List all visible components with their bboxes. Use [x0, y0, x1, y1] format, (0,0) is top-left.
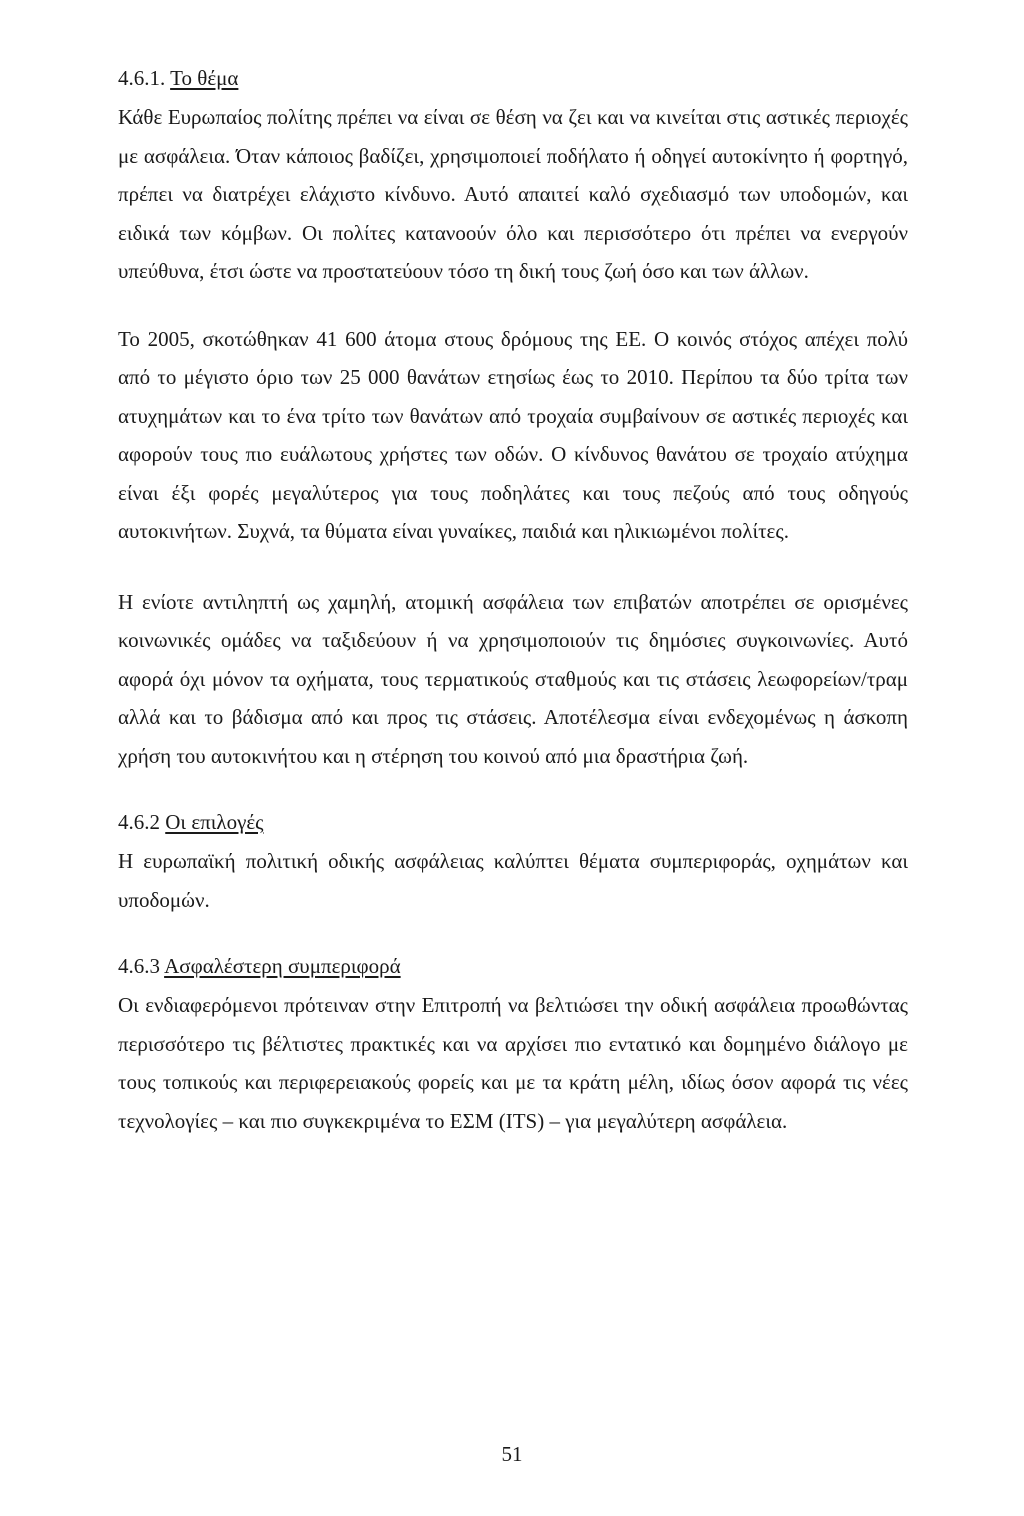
- paragraph-options: Η ευρωπαϊκή πολιτική οδικής ασφάλειας καλύπτει θέματα συμπεριφοράς, οχημάτων και υποδομών.: [118, 849, 908, 912]
- page-number: 51: [501, 1442, 523, 1466]
- section-title: Ασφαλέστερη συμπεριφορά: [164, 954, 401, 978]
- paragraph-fatalities: Το 2005, σκοτώθηκαν 41 600 άτομα στους δρόμους της ΕΕ. Ο κοινός στόχος απέχει πολύ από το μέγιστο όριο των 25 000 θανάτων ετησίως έως το 2010. Περίπου τα δύο τρίτα των ατυχημάτων και το ένα τρίτο των θανάτων από τροχαία συμβαίνουν σε αστικές περιοχές και αφορούν τους πιο ευάλωτους χρήστες των οδών. Ο κίνδυνος θανάτου σε τροχαίο ατύχημα είναι έξι φορές μεγαλύτερος για τους ποδηλάτες και τους πεζούς από τους οδηγούς αυτοκινήτων. Συχνά, τα θύματα είναι γυναίκες, παιδιά και ηλικιωμένοι πολίτες.: [118, 326, 908, 543]
- section-number: 4.6.1.: [118, 66, 166, 90]
- paragraph-safer-behaviour: Οι ενδιαφερόμενοι πρότειναν στην Επιτροπή να βελτιώσει την οδική ασφάλεια προωθώντας περισσότερο τις βέλτιστες πρακτικές και να αρχίσει πιο εντατικό και δομημένο διάλογο με τους τοπικούς και περιφερειακούς φορείς και με τα κράτη μέλη, ιδίως όσον αφορά τις νέες τεχνολογίες – και πιο συγκεκριμένα το ΕΣΜ (ITS) – για μεγαλύτερη ασφάλεια.: [118, 993, 908, 1133]
- section-heading-4-6-1: [118, 58, 908, 98]
- section-number: 4.6.3: [118, 954, 160, 978]
- paragraph-safety-intro: Κάθε Ευρωπαίος πολίτης πρέπει να είναι σε θέση να ζει και να κινείται στις αστικές περιοχές με ασφάλεια. Όταν κάποιος βαδίζει, χρησιμοποιεί ποδήλατο ή οδηγεί αυτοκίνητο ή φορτηγό, πρέπει να διατρέχει ελάχιστο κίνδυνο. Αυτό απαιτεί καλό σχεδιασμό των υποδομών, και ειδικά των κόμβων. Οι πολίτες κατανοούν όλο και περισσότερο ότι πρέπει να ενεργούν υπεύθυνα, έτσι ώστε να προστατεύουν τόσο τη δική τους ζωή όσο και των άλλων.: [118, 105, 908, 283]
- paragraph-personal-security: Η ενίοτε αντιληπτή ως χαμηλή, ατομική ασφάλεια των επιβατών αποτρέπει σε ορισμένες κοινωνικές ομάδες να ταξιδεύουν ή να χρησιμοποιούν τις δημόσιες συγκοινωνίες. Αυτό αφορά όχι μόνον τα οχήματα, τους τερματικούς σταθμούς και τις στάσεις λεωφορείων/τραμ αλλά και το βάδισμα από και προς τις στάσεις. Αποτέλεσμα είναι ενδεχομένως η άσκοπη χρήση του αυτοκινήτου και η στέρηση του κοινού από μια δραστήρια ζωή.: [118, 589, 908, 768]
- section-heading-4-6-2: [118, 802, 908, 842]
- section-title: Το θέμα: [170, 66, 239, 90]
- section-title: Οι επιλογές: [165, 810, 264, 834]
- section-number: 4.6.2: [118, 810, 160, 834]
- section-heading-4-6-3: [118, 946, 908, 986]
- document-page: [118, 58, 908, 1140]
